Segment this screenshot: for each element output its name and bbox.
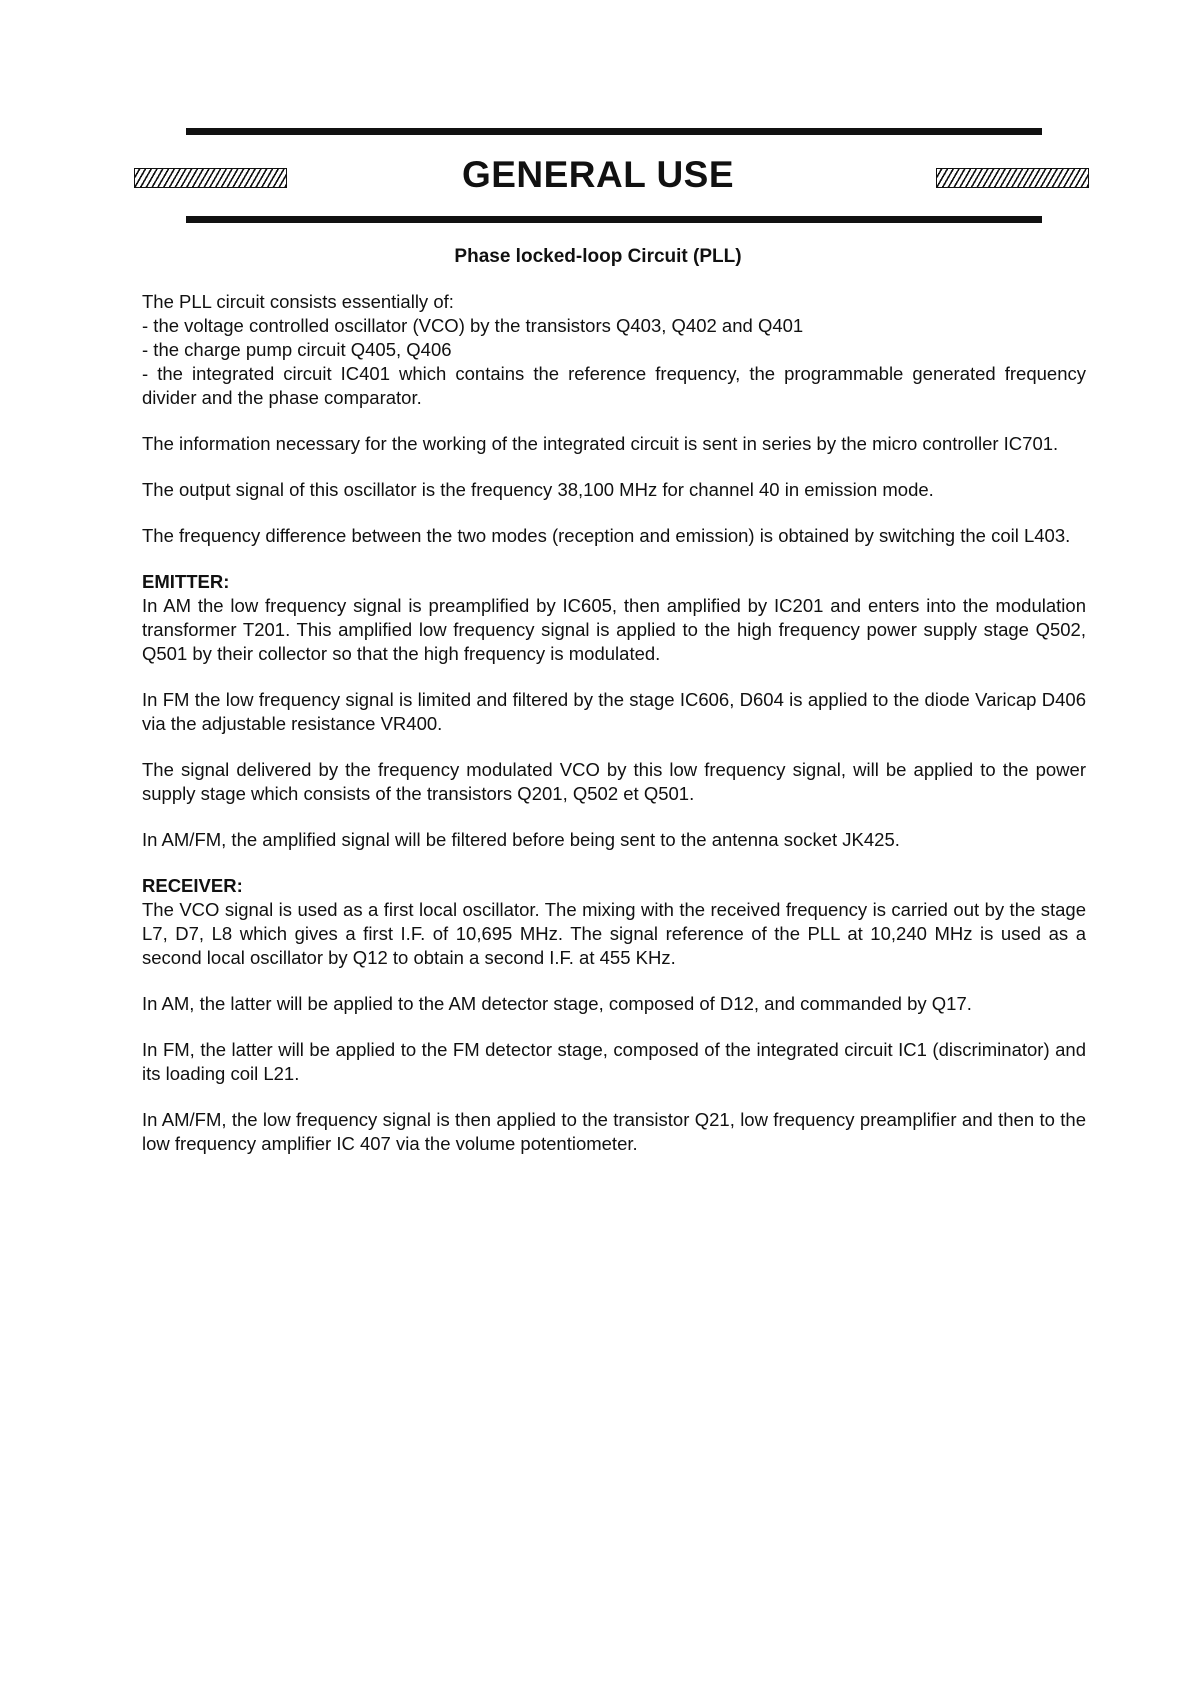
emitter-am-paragraph [142, 570, 1086, 666]
top-rule [186, 128, 1042, 135]
emitter-amfm-paragraph: In AM/FM, the amplified signal will be filtered before being sent to the antenna socket JK425. [142, 829, 900, 850]
emitter-heading: EMITTER: [142, 571, 230, 592]
receiver-amfm-paragraph: In AM/FM, the low frequency signal is then applied to the transistor Q21, low frequency preamplifier and then to the low frequency amplifier IC 407 via the volume potentiometer. [142, 1109, 1086, 1154]
receiver-am-paragraph: In AM, the latter will be applied to the AM detector stage, composed of D12, and commanded by Q17. [142, 993, 972, 1014]
receiver-fm-paragraph: In FM, the latter will be applied to the FM detector stage, composed of the integrated circuit IC1 (discriminator) and its loading coil L21. [142, 1039, 1086, 1084]
intro-bullet-charge-pump: - the charge pump circuit Q405, Q406 [142, 339, 452, 360]
emitter-am-text: In AM the low frequency signal is preamplified by IC605, then amplified by IC201 and enters into the modulation transformer T201. This amplified low frequency signal is applied to the high frequency power supply stage Q502, Q501 by their collector so that the high frequency is modulated. [142, 595, 1086, 664]
intro-line: The PLL circuit consists essentially of: [142, 291, 454, 312]
receiver-heading: RECEIVER: [142, 875, 243, 896]
section-subtitle: Phase locked-loop Circuit (PLL) [454, 246, 742, 267]
intro-bullet-vco: - the voltage controlled oscillator (VCO) by the transistors Q403, Q402 and Q401 [142, 315, 804, 336]
receiver-vco-paragraph [142, 874, 1086, 970]
document-body [142, 290, 1086, 1178]
bottom-rule [186, 216, 1042, 223]
output-paragraph: The output signal of this oscillator is the frequency 38,100 MHz for channel 40 in emission mode. [142, 479, 934, 500]
intro-bullet-ic401: - the integrated circuit IC401 which contains the reference frequency, the programmable generated frequency divider and the phase comparator. [142, 363, 1086, 408]
right-hatch-decoration [936, 168, 1089, 188]
difference-paragraph: The frequency difference between the two modes (reception and emission) is obtained by switching the coil L403. [142, 525, 1071, 546]
page-title: GENERAL USE [461, 154, 735, 195]
receiver-vco-text: The VCO signal is used as a first local oscillator. The mixing with the received frequency is carried out by the stage L7, D7, L8 which gives a first I.F. of 10,695 MHz. The signal reference of the PLL at 10,240 MHz is used as a second local oscillator by Q12 to obtain a second I.F. at 455 KHz. [142, 899, 1086, 968]
emitter-fm-paragraph: In FM the low frequency signal is limited and filtered by the stage IC606, D604 is applied to the diode Varicap D406 via the adjustable resistance VR400. [142, 689, 1086, 734]
information-paragraph: The information necessary for the working of the integrated circuit is sent in series by the micro controller IC701. [142, 433, 1059, 454]
emitter-vco-paragraph: The signal delivered by the frequency modulated VCO by this low frequency signal, will be applied to the power supply stage which consists of the transistors Q201, Q502 et Q501. [142, 759, 1086, 804]
intro-paragraph [142, 290, 1086, 410]
